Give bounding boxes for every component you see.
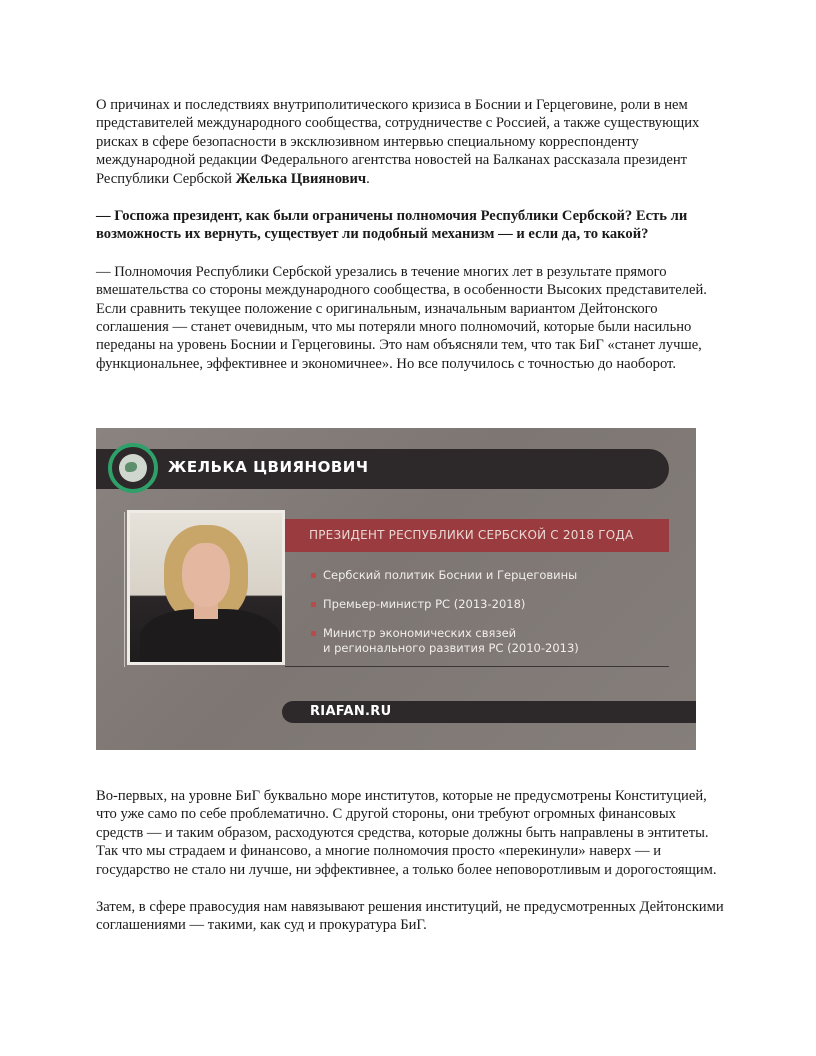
paragraph-3: Затем, в сфере правосудия нам навязывают решения институций, не предусмотренных Дейтонскими соглашениями — такими, как суд и прокуратура БиГ.	[96, 899, 724, 934]
intro-paragraph	[96, 96, 726, 188]
infographic-name: ЖЕЛЬКА ЦВИЯНОВИЧ	[168, 458, 369, 476]
bio-item-line-2: и регионального развития РС (2010-2013)	[323, 641, 579, 655]
intro-end: .	[366, 170, 370, 187]
article-bottom	[96, 787, 726, 935]
infographic-title: ПРЕЗИДЕНТ РЕСПУБЛИКИ СЕРБСКОЙ С 2018 ГОДА	[309, 528, 634, 542]
portrait-photo	[127, 510, 285, 665]
globe-logo-icon	[108, 443, 158, 493]
answer-1: — Полномочия Республики Сербской урезались в течение многих лет в результате прямого вмешательства со стороны международного сообщества, в особенности Высоких представителей. Если сравнить текущее положение с оригинальным, изначальным вариантом Дейтонского соглашения — станет очевидным, что мы потеряли много полномочий, которые были насильно переданы на уровень Боснии и Герцеговины. Это нам объясняли тем, что так БиГ «станет лучше, функциональнее, эффективнее и экономичнее». Но все получилось с точностью до наоборот.	[96, 263, 707, 372]
bio-item-line: Министр экономических связей	[323, 626, 517, 640]
article-top	[96, 96, 726, 373]
bio-item-line: Сербский политик Боснии и Герцеговины	[323, 568, 578, 582]
bio-item	[311, 568, 579, 583]
intro-text: О причинах и последствиях внутриполитического кризиса в Боснии и Герцеговине, роли в нем представителей международного сообщества, сотрудничестве с Россией, а также существующих рисках в сфере безопасности в эксклюзивном интервью специальному корреспонденту международной редакции Федерального агентства новостей на Балканах рассказала президент Республики Сербской	[96, 97, 700, 187]
infographic-image	[96, 428, 696, 750]
bio-item	[311, 626, 579, 656]
paragraph-2: Во-первых, на уровне БиГ буквально море институтов, которые не предусмотрены Конституцией, что уже само по себе проблематично. С другой стороны, они требуют огромных финансовых средств — и таким образом, расходуются средства, которые должны быть направлены в энтитеты. Так что мы страдаем и финансово, а многие полномочия просто «перекинули» наверх — и государство не стало ни лучше, ни эффективнее, а только более неповоротливым и дорогостоящим.	[96, 788, 717, 878]
question-1: — Госпожа президент, как были ограничены полномочия Республики Сербской? Есть ли возможность их вернуть, существует ли подобный механизм — и если да, то какой?	[96, 208, 688, 243]
president-name: Желька Цвиянович	[235, 170, 367, 187]
bio-item-line: Премьер-министр РС (2013-2018)	[323, 597, 526, 611]
divider	[285, 666, 669, 667]
site-label: RIAFAN.RU	[310, 704, 392, 719]
bio-list	[311, 568, 579, 656]
bio-item	[311, 597, 579, 612]
